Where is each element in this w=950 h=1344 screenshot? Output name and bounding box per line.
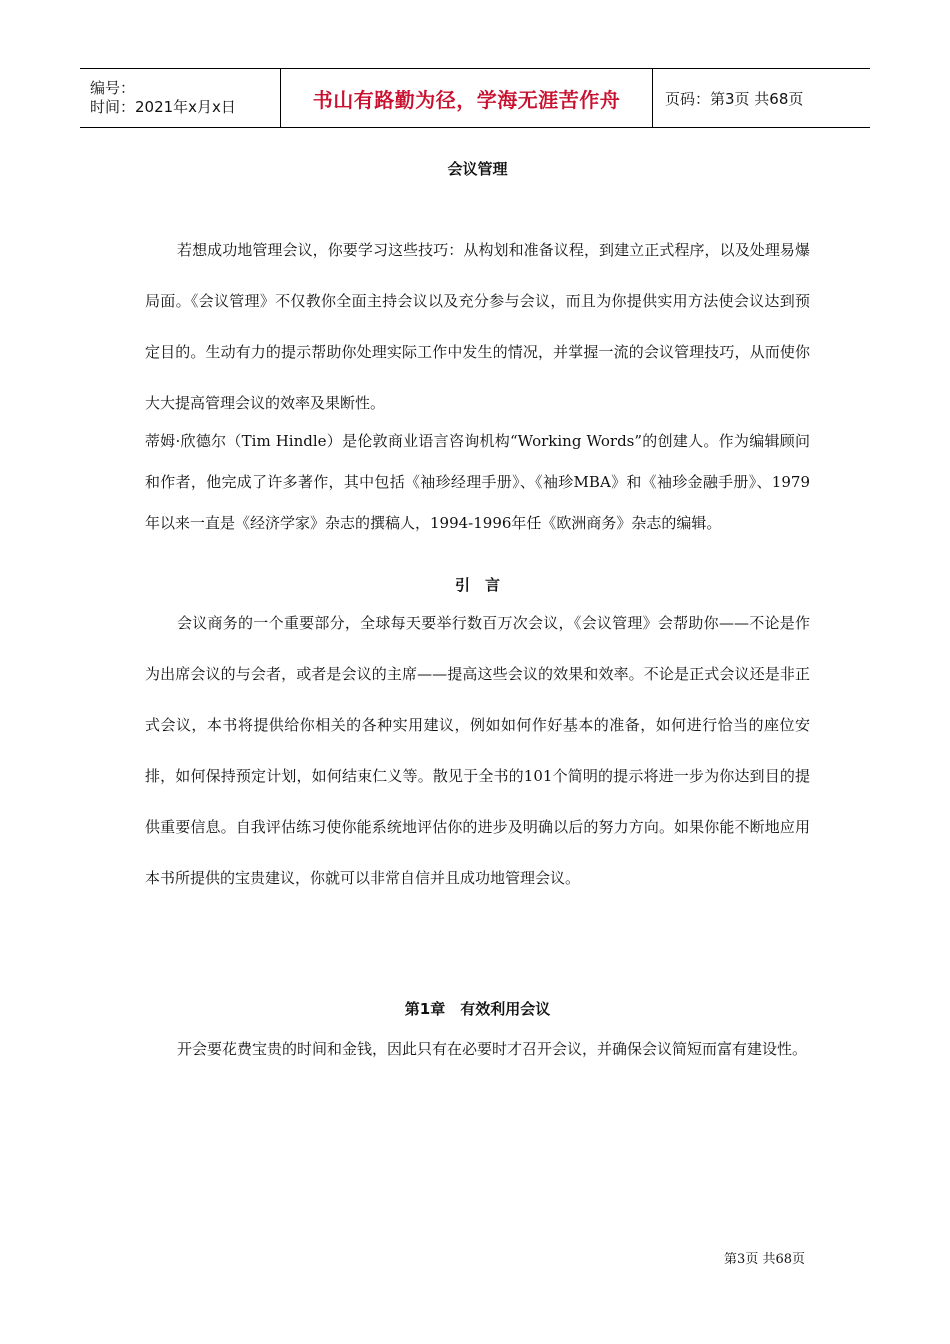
document-title: 会议管理 (447, 160, 508, 178)
page-header (80, 68, 870, 128)
preface-paragraph: 会议商务的一个重要部分，全球每天要举行数百万次会议，《会议管理》会帮助你——不论是作为出席会议的与会者，或者是会议的主席——提高这些会议的效果和效率。不论是正式会议还是非正式会议，本书将提供给你相关的各种实用建议，例如如何作好基本的准备，如何进行恰当的座位安排，如何保持预定计划，如何结束仁义等。散见于全书的101个简明的提示将进一步为你达到目的提供重要信息。自我评估练习使你能系统地评估你的进步及明确以后的努力方向。如果你能不断地应用本书所提供的宝贵建议，你就可以非常自信并且成功地管理会议。 (145, 614, 810, 887)
chapter1-heading: 第1章 有效利用会议 (404, 1000, 551, 1018)
page-footer: 第3页 共68页 (724, 1252, 805, 1267)
doc-time-label: 时间：2021年x月x日 (90, 98, 236, 116)
header-motto: 书山有路勤为径，学海无涯苦作舟 (312, 87, 621, 112)
header-motto-cell (281, 69, 653, 127)
chapter1-paragraph: 开会要花费宝贵的时间和金钱，因此只有在必要时才召开会议，并确保会议简短而富有建设性。 (177, 1040, 808, 1058)
preface-heading: 引 言 (454, 576, 500, 594)
intro-paragraph: 若想成功地管理会议，你要学习这些技巧：从构划和准备议程，到建立正式程序，以及处理易爆局面。《会议管理》不仅教你全面主持会议以及充分参与会议，而且为你提供实用方法使会议达到预定目的。生动有力的提示帮助你处理实际工作中发生的情况，并掌握一流的会议管理技巧，从而使你大大提高管理会议的效率及果断性。 (145, 241, 810, 412)
header-meta (80, 69, 281, 127)
doc-number-label: 编号： (90, 79, 136, 97)
header-page-info: 页码：第3页 共68页 (665, 89, 804, 108)
author-paragraph: 蒂姆·欣德尔（Tim Hindle）是伦敦商业语言咨询机构“Working Words”的创建人。作为编辑顾问和作者，他完成了许多著作，其中包括《袖珍经理手册》、《袖珍MBA》和《袖珍金融手册》、1979年以来一直是《经济学家》杂志的撰稿人，1994-1996年任《欧洲商务》杂志的编辑。 (145, 432, 810, 532)
header-page-cell (653, 69, 870, 127)
